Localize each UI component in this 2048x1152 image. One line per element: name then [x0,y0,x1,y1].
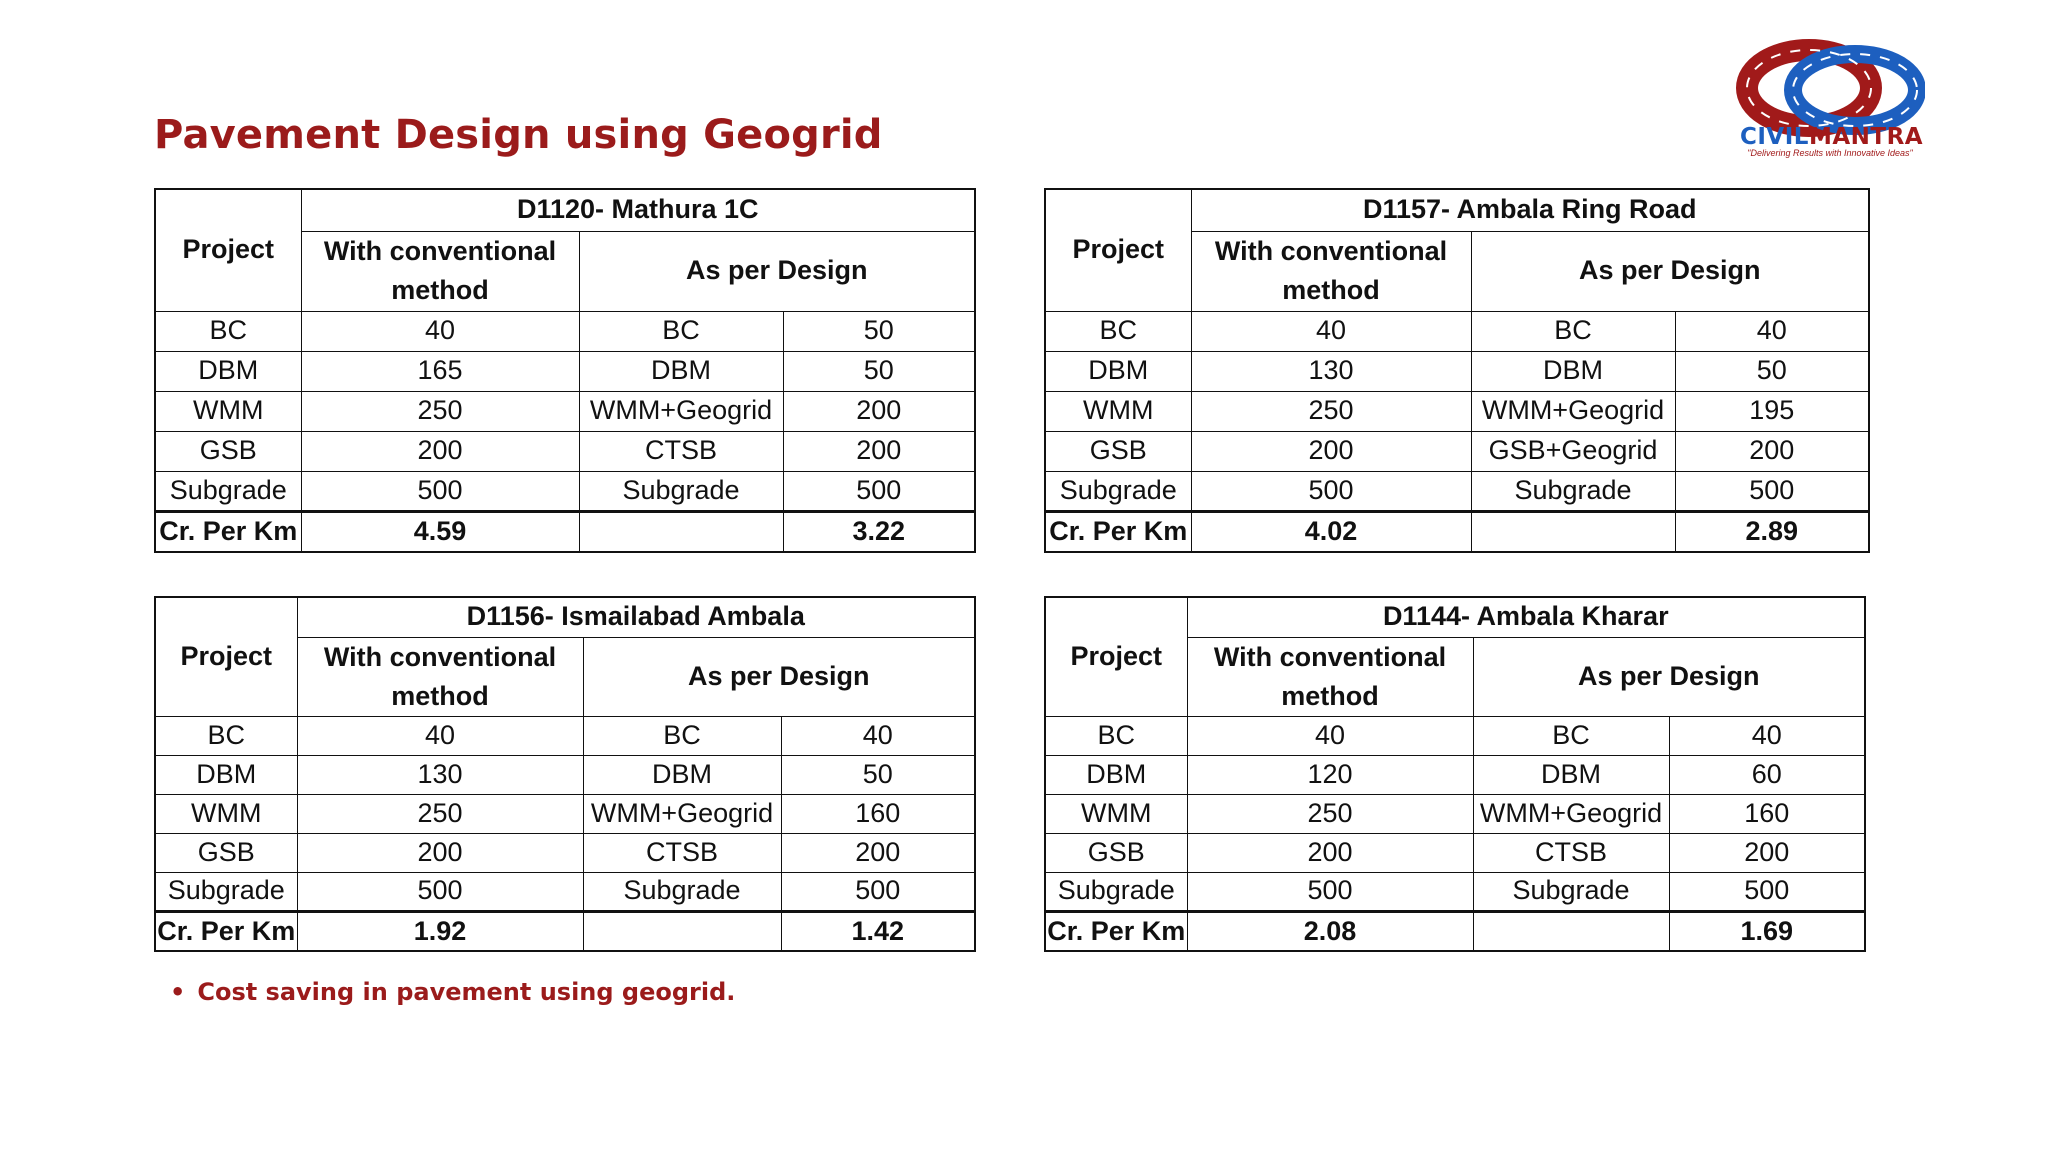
design-value: 50 [781,755,975,794]
conventional-value: 40 [301,311,579,351]
table-row [1045,755,1865,794]
design-value: 50 [783,311,975,351]
layer-name: GSB [1045,833,1187,872]
pavement-table-ambala-ring-road [1044,188,1870,553]
design-layer: BC [1473,716,1669,755]
layer-name: Subgrade [1045,471,1191,511]
conventional-value: 200 [1191,431,1471,471]
conventional-value: 500 [297,872,583,911]
table-row [155,872,975,911]
table-row [1045,716,1865,755]
header-project: Project [155,189,301,311]
table-row [1045,391,1869,431]
bullet-item [170,978,735,1006]
table-row [155,833,975,872]
layer-name: WMM [1045,391,1191,431]
design-cost: 1.42 [781,911,975,951]
layer-name: WMM [1045,794,1187,833]
bullet-dot-icon: • [170,978,186,1006]
conventional-value: 40 [297,716,583,755]
total-label: Cr. Per Km [155,911,297,951]
header-design: As per Design [583,637,975,716]
design-layer: Subgrade [583,872,781,911]
design-value: 50 [1675,351,1869,391]
conventional-value: 250 [297,794,583,833]
layer-name: DBM [155,755,297,794]
layer-name: BC [155,311,301,351]
pavement-table-ambala-kharar [1044,596,1866,952]
design-value: 200 [783,391,975,431]
design-layer: WMM+Geogrid [1471,391,1675,431]
header-conventional: With conventional method [1187,637,1473,716]
design-layer: DBM [1471,351,1675,391]
conventional-value: 40 [1191,311,1471,351]
pavement-table-ismailabad-ambala [154,596,976,952]
design-value: 60 [1669,755,1865,794]
header-project: Project [155,597,297,716]
design-value: 200 [1669,833,1865,872]
design-layer: BC [579,311,783,351]
total-empty [1473,911,1669,951]
total-row [155,911,975,951]
table-row [155,471,975,511]
total-empty [579,511,783,552]
table-row [1045,833,1865,872]
project-name: D1144- Ambala Kharar [1187,597,1865,637]
total-row [1045,911,1865,951]
total-empty [583,911,781,951]
pavement-table-mathura [154,188,976,553]
layer-name: DBM [1045,351,1191,391]
conventional-cost: 4.02 [1191,511,1471,552]
layer-name: DBM [155,351,301,391]
conventional-value: 200 [297,833,583,872]
logo-wordmark [1740,124,1924,150]
layer-name: Subgrade [1045,872,1187,911]
header-design: As per Design [579,231,975,311]
layer-name: GSB [155,431,301,471]
table-row [155,351,975,391]
design-layer: GSB+Geogrid [1471,431,1675,471]
conventional-value: 130 [1191,351,1471,391]
header-design: As per Design [1473,637,1865,716]
project-name: D1157- Ambala Ring Road [1191,189,1869,231]
conventional-cost: 2.08 [1187,911,1473,951]
layer-name: WMM [155,794,297,833]
total-label: Cr. Per Km [155,511,301,552]
conventional-cost: 4.59 [301,511,579,552]
layer-name: BC [155,716,297,755]
design-layer: Subgrade [579,471,783,511]
table-row [155,716,975,755]
table-row [155,755,975,794]
table-row [155,391,975,431]
project-name: D1156- Ismailabad Ambala [297,597,975,637]
design-value: 40 [1669,716,1865,755]
design-cost: 2.89 [1675,511,1869,552]
design-value: 200 [1675,431,1869,471]
project-name: D1120- Mathura 1C [301,189,975,231]
table-row [1045,471,1869,511]
bullet-list [170,978,735,1006]
design-value: 200 [783,431,975,471]
layer-name: WMM [155,391,301,431]
design-layer: DBM [583,755,781,794]
design-value: 160 [1669,794,1865,833]
header-project: Project [1045,189,1191,311]
design-cost: 3.22 [783,511,975,552]
design-value: 50 [783,351,975,391]
design-layer: WMM+Geogrid [1473,794,1669,833]
design-layer: WMM+Geogrid [583,794,781,833]
conventional-value: 200 [301,431,579,471]
layer-name: Subgrade [155,471,301,511]
total-label: Cr. Per Km [1045,511,1191,552]
conventional-value: 40 [1187,716,1473,755]
header-conventional: With conventional method [297,637,583,716]
bullet-text: Cost saving in pavement using geogrid. [197,978,736,1006]
design-cost: 1.69 [1669,911,1865,951]
page-title: Pavement Design using Geogrid [154,112,883,158]
logo-tagline: "Delivering Results with Innovative Ideas" [1747,148,1913,158]
design-value: 200 [781,833,975,872]
table-row [155,431,975,471]
design-value: 160 [781,794,975,833]
conventional-cost: 1.92 [297,911,583,951]
conventional-value: 165 [301,351,579,391]
design-layer: CTSB [579,431,783,471]
table-row [1045,311,1869,351]
design-layer: DBM [1473,755,1669,794]
table-row [1045,431,1869,471]
conventional-value: 200 [1187,833,1473,872]
design-layer: BC [1471,311,1675,351]
layer-name: BC [1045,311,1191,351]
design-value: 500 [781,872,975,911]
table-row [1045,351,1869,391]
conventional-value: 250 [301,391,579,431]
total-empty [1471,511,1675,552]
conventional-value: 500 [1187,872,1473,911]
table-row [1045,872,1865,911]
design-layer: Subgrade [1473,872,1669,911]
layer-name: DBM [1045,755,1187,794]
design-value: 500 [783,471,975,511]
design-layer: CTSB [1473,833,1669,872]
design-value: 40 [781,716,975,755]
conventional-value: 250 [1187,794,1473,833]
conventional-value: 250 [1191,391,1471,431]
design-value: 500 [1675,471,1869,511]
layer-name: GSB [155,833,297,872]
conventional-value: 500 [1191,471,1471,511]
design-layer: Subgrade [1471,471,1675,511]
header-project: Project [1045,597,1187,716]
header-design: As per Design [1471,231,1869,311]
logo-word-civil: CIVIL [1740,124,1809,150]
total-row [155,511,975,552]
table-row [1045,794,1865,833]
conventional-value: 130 [297,755,583,794]
design-layer: CTSB [583,833,781,872]
table-row [155,794,975,833]
logo-word-mantra: MANTRA [1808,124,1924,150]
header-conventional: With conventional method [1191,231,1471,311]
design-value: 40 [1675,311,1869,351]
conventional-value: 120 [1187,755,1473,794]
design-value: 500 [1669,872,1865,911]
conventional-value: 500 [301,471,579,511]
layer-name: Subgrade [155,872,297,911]
layer-name: BC [1045,716,1187,755]
design-layer: BC [583,716,781,755]
design-value: 195 [1675,391,1869,431]
header-conventional: With conventional method [301,231,579,311]
design-layer: WMM+Geogrid [579,391,783,431]
design-layer: DBM [579,351,783,391]
table-row [155,311,975,351]
total-row [1045,511,1869,552]
layer-name: GSB [1045,431,1191,471]
total-label: Cr. Per Km [1045,911,1187,951]
